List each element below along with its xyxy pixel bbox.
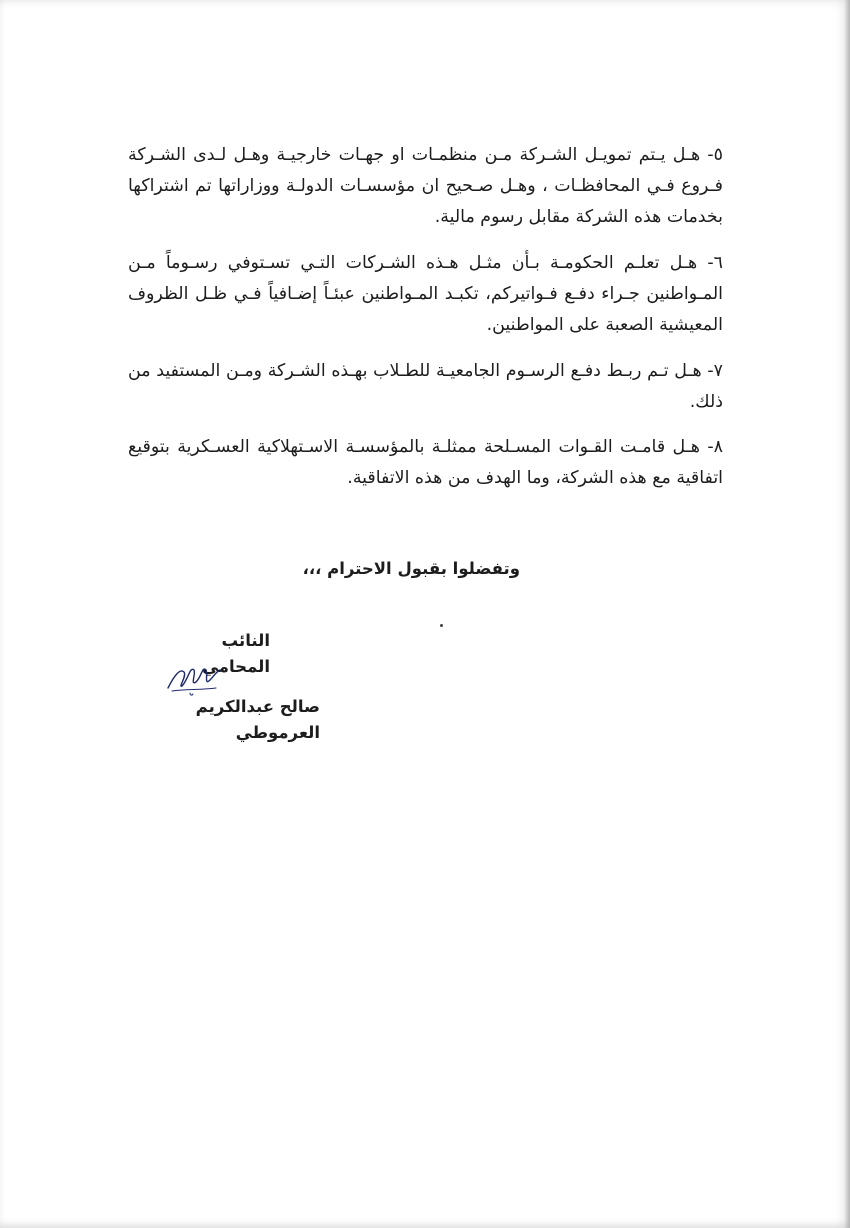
ink-dot bbox=[440, 624, 443, 627]
closing-salutation: وتفضلوا بقبول الاحترام ،،، bbox=[302, 559, 520, 578]
question-5 bbox=[128, 140, 723, 233]
question-5-text: هـل يـتم تمويـل الشـركة مـن منظمـات او جهـات خارجيـة وهـل لـدى الشـركة فـروع فـي المحافظـات ، وهـل صـحيح ان مؤسسـات الدولـة ووزاراتها تم اشتراكها بخدمات هذه الشركة مقابل رسوم مالية. bbox=[128, 145, 723, 227]
question-7 bbox=[128, 356, 723, 418]
question-7-number: ٧- bbox=[707, 361, 723, 381]
handwritten-signature bbox=[160, 658, 230, 698]
question-6 bbox=[128, 248, 723, 341]
question-8 bbox=[128, 432, 723, 494]
question-7-text: هـل تـم ربـط دفـع الرسـوم الجامعيـة للطـلاب بهـذه الشـركة ومـن المستفيد من ذلك. bbox=[128, 361, 723, 412]
question-6-text: هـل تعلـم الحكومـة بـأن مثـل هـذه الشـركات التـي تسـتوفي رسـوماً مـن المـواطنين جـراء دفـع فـواتيركم، تكبـد المـواطنين عبئـاً إضـافياً فـي ظـل الظروف المعيشية الصعبة على المواطنين. bbox=[128, 253, 723, 335]
question-8-number: ٨- bbox=[707, 437, 723, 457]
signer-name: صالح عبدالكريم العرموطي bbox=[195, 697, 320, 742]
signer-title: النائب المحامي bbox=[202, 631, 270, 676]
question-5-number: ٥- bbox=[707, 145, 723, 165]
page-edge-shadow bbox=[844, 0, 850, 1228]
question-6-number: ٦- bbox=[707, 253, 723, 273]
question-8-text: هـل قامـت القـوات المسـلحة ممثلـة بالمؤسسـة الاسـتهلاكية العسـكرية بتوقيع اتفاقية مع هذه الشركة، وما الهدف من هذه الاتفاقية. bbox=[128, 437, 723, 488]
